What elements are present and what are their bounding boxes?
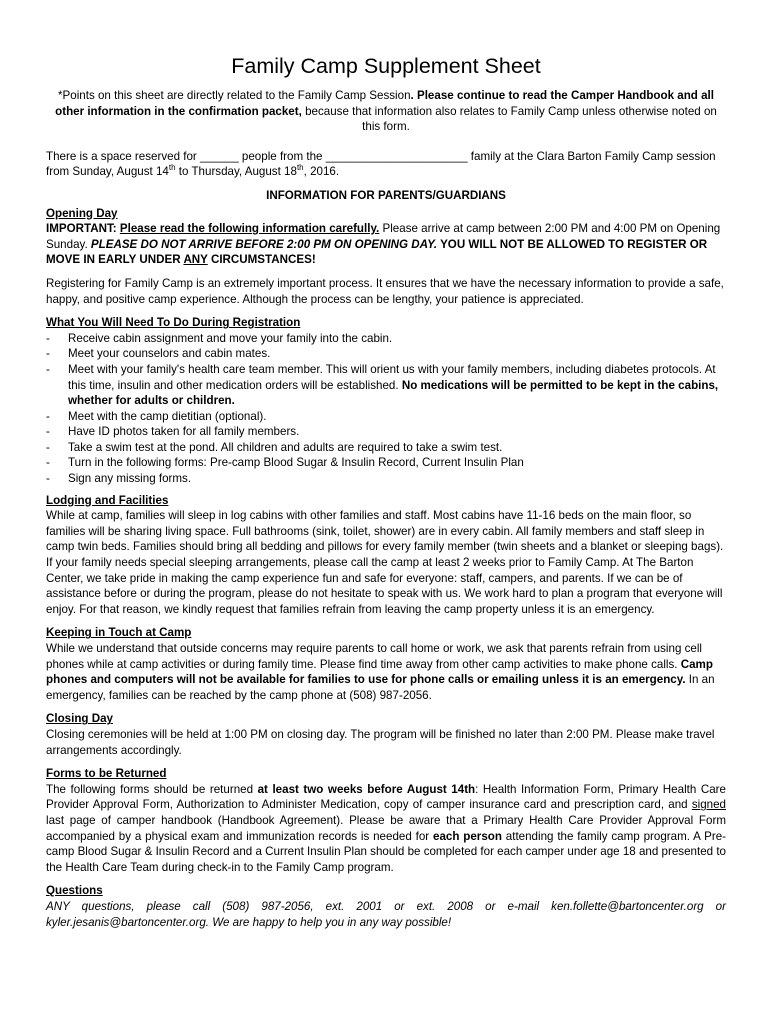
questions-text: ANY questions, please call (508) 987-2056, ext. 2001 or ext. 2008 or e-mail ken.follette@bartoncenter.org or kyler.jesanis@bartoncenter.org. We are happy to help you in any way possible!: [46, 899, 726, 929]
warning-bold: YOU WILL NOT BE ALLOWED TO REGISTER OR MOVE IN EARLY UNDER: [46, 237, 708, 267]
opening-day-text: [46, 221, 726, 268]
list-item: [46, 440, 726, 456]
questions-heading: Questions: [46, 884, 103, 898]
list-item-text: Meet your counselors and cabin mates.: [68, 347, 271, 361]
important-label: IMPORTANT:: [46, 222, 120, 236]
list-item: [46, 362, 726, 409]
list-item-text: Meet with your family's health care team member. This will orient us with your family members, including diabetes protocols. At this time, insulin and other medication orders will be established.: [68, 362, 716, 392]
warning-italic: PLEASE DO NOT ARRIVE BEFORE 2:00 PM ON OPENING DAY.: [90, 237, 438, 251]
list-item: [46, 424, 726, 440]
warning-end: CIRCUMSTANCES!: [207, 253, 316, 267]
forms-text3: last page of camper handbook (Handbook Agreement). Please be aware that a Primary Health Care Provider Approval Form accompanied by a physical exam and immunization records is needed for: [46, 813, 726, 843]
registration-heading: What You Will Need To Do During Registration: [46, 316, 301, 330]
list-item: [46, 455, 726, 471]
reservation-text3: , 2016.: [303, 165, 340, 179]
list-item-text: Have ID photos taken for all family members.: [68, 425, 300, 439]
lodging-text: While at camp, families will sleep in log cabins with other families and staff. Most cabins have 11-16 beds on the main floor, so families will be sharing living space. Full bathrooms (sink, toilet, shower) are in every cabin. All family members and staff sleep in camp twin beds. Families should bring all bedding and pillows for every family member (twin sheets and a blanket or sleeping bags). If your family needs special sleeping arrangements, please call the camp at least 2 weeks prior to Family Camp. At The Barton Center, we take pride in making the camp experience fun and safe for everyone: staff, campers, and parents. If we can be of assistance before or during the program, please do not hesitate to speak with us. We work hard to plan a program that everyone will enjoy. For that reason, we kindly request that families refrain from leaving the camp property unless it is an emergency.: [46, 509, 724, 616]
intro-part3: because that information also relates to Family Camp unless otherwise noted on this form.: [301, 104, 717, 134]
intro-note: [46, 88, 726, 135]
forms-text4: attending the family camp program. A Pre-camp Blood Sugar & Insulin Record and a Current Insulin Plan should be completed for each camper under age 18 and presented to the Health Care Team during check-in to the Family Camp program.: [46, 829, 726, 874]
list-item: [46, 331, 726, 347]
lodging-heading: Lodging and Facilities: [46, 493, 169, 507]
list-item-text: Meet with the camp dietitian (optional).: [68, 409, 267, 423]
important-underlined: Please read the following information carefully.: [119, 222, 380, 236]
reservation-text1: There is a space reserved for ______ people from the ______________________ family at the Clara Barton Family Camp session from Sunday, August 14: [46, 149, 716, 179]
forms-signed: signed: [691, 798, 726, 812]
registration-list: [46, 331, 726, 487]
reservation-text: [46, 149, 726, 180]
closing-day-text: Closing ceremonies will be held at 1:00 PM on closing day. The program will be finished no later than 2:00 PM. Please make travel arrangements accordingly.: [46, 727, 715, 757]
warning-any: ANY: [183, 253, 208, 267]
keeping-in-touch-heading: Keeping in Touch at Camp: [46, 626, 192, 640]
medication-note: No medications will be permitted to be kept in the cabins, whether for adults or children.: [68, 378, 719, 408]
keeping-text2: In an emergency, families can be reached by the camp phone at (508) 987-2056.: [46, 673, 715, 702]
info-heading: INFORMATION FOR PARENTS/GUARDIANS: [266, 188, 506, 202]
list-item: [46, 471, 726, 487]
document-page: [46, 52, 726, 930]
list-item: [46, 346, 726, 362]
forms-text: [46, 782, 726, 876]
closing-day-heading: Closing Day: [46, 712, 113, 726]
opening-day-heading: Opening Day: [46, 206, 118, 220]
registering-paragraph: Registering for Family Camp is an extremely important process. It ensures that we have the necessary information to provide a safe, happy, and positive camp experience. Although the process can be lengthy, your patience is appreciated.: [46, 276, 724, 306]
forms-text1: The following forms should be returned: [46, 782, 258, 796]
intro-part1: *Points on this sheet are directly related to the Family Camp Session: [58, 89, 411, 102]
forms-deadline: at least two weeks before August 14th: [257, 782, 476, 796]
reservation-sup1: th: [168, 163, 176, 173]
arrive-text: Please arrive at camp between 2:00 PM and 4:00 PM on Opening Sunday.: [46, 222, 721, 251]
forms-heading: Forms to be Returned: [46, 767, 167, 781]
keeping-text1: While we understand that outside concerns may require parents to call home or work, we ask that parents refrain from using cell phones while at camp activities or during family time. Please find time away from other camp activities to make phone calls.: [46, 642, 703, 671]
keeping-bold: Camp phones and computers will not be available for families to use for phone calls or emailing unless it is an emergency.: [46, 657, 713, 687]
forms-text2: : Health Information Form, Primary Health Care Provider Approval Form, Authorization to Administer Medication, copy of camper insurance card and prescription card, and: [46, 782, 726, 812]
forms-each-person: each person: [433, 829, 502, 843]
list-item-text: Turn in the following forms: Pre-camp Blood Sugar & Insulin Record, Current Insulin Plan: [68, 456, 524, 470]
list-item: [46, 409, 726, 425]
page-title: Family Camp Supplement Sheet: [231, 54, 541, 78]
intro-part2: . Please continue to read the Camper Handbook and all other information in the confirmation packet,: [55, 89, 714, 118]
list-item-text: Receive cabin assignment and move your family into the cabin.: [68, 331, 393, 345]
keeping-in-touch-text: [46, 641, 726, 703]
reservation-sup2: th: [296, 163, 304, 173]
reservation-text2: to Thursday, August 18: [175, 165, 297, 179]
list-item-text: Sign any missing forms.: [68, 472, 192, 486]
list-item-text: Take a swim test at the pond. All children and adults are required to take a swim test.: [68, 440, 503, 454]
